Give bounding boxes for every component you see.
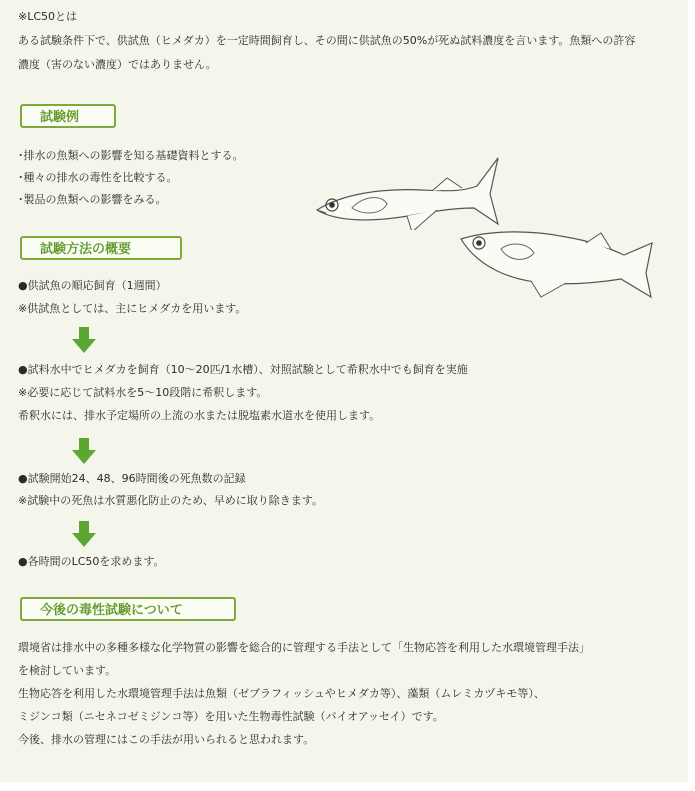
intro-note-title: ※LC50とは bbox=[18, 10, 78, 23]
down-arrow-icon bbox=[72, 327, 96, 353]
method-step1: ●供試魚の順応飼育（1週間） bbox=[18, 279, 167, 292]
method-step2-note: ※必要に応じて試料水を5～10段階に希釈します。 bbox=[18, 386, 268, 399]
future-line-2: を検討しています。 bbox=[18, 664, 117, 677]
medaka-fish-illustration-2 bbox=[456, 205, 656, 300]
method-step3: ●試験開始24、48、96時間後の死魚数の記録 bbox=[18, 472, 246, 485]
example-item-3: ･製品の魚類への影響をみる。 bbox=[18, 193, 167, 206]
heading-test-method: 試験方法の概要 bbox=[20, 236, 182, 260]
method-step2-note-2: 希釈水には、排水予定場所の上流の水または脱塩素水道水を使用します。 bbox=[18, 409, 381, 422]
future-line-3: 生物応答を利用した水環境管理手法は魚類（ゼブラフィッシュやヒメダカ等）、藻類（ムレミカヅキモ等）、 bbox=[18, 687, 545, 700]
method-step1-note: ※供試魚としては、主にヒメダカを用います。 bbox=[18, 302, 247, 315]
method-step2: ●試料水中でヒメダカを飼育（10～20匹/1水槽）、対照試験として希釈水中でも飼育を実施 bbox=[18, 363, 468, 376]
method-step4: ●各時間のLC50を求めます。 bbox=[18, 555, 165, 568]
down-arrow-icon bbox=[72, 521, 96, 547]
intro-definition: ある試験条件下で、供試魚（ヒメダカ）を一定時間飼育し、その間に供試魚の50%が死ぬ試料濃度を言います。魚類への許容 bbox=[18, 34, 636, 47]
future-line-4: ミジンコ類（ニセネコゼミジンコ等）を用いた生物毒性試験（バイオアッセイ）です。 bbox=[18, 710, 444, 723]
method-step3-note: ※試験中の死魚は水質悪化防止のため、早めに取り除きます。 bbox=[18, 494, 323, 507]
future-line-1: 環境省は排水中の多種多様な化学物質の影響を総合的に管理する手法として「生物応答を利用した水環境管理手法」 bbox=[18, 641, 590, 654]
example-item-1: ･排水の魚類への影響を知る基礎資料とする。 bbox=[18, 149, 244, 162]
down-arrow-icon bbox=[72, 438, 96, 464]
heading-test-example: 試験例 bbox=[20, 104, 116, 128]
example-item-2: ･種々の排水の毒性を比較する。 bbox=[18, 171, 178, 184]
future-line-5: 今後、排水の管理にはこの手法が用いられると思われます。 bbox=[18, 733, 315, 746]
heading-future-toxicity-test: 今後の毒性試験について bbox=[20, 597, 236, 621]
intro-definition-cont: 濃度（害のない濃度）ではありません。 bbox=[18, 58, 217, 71]
